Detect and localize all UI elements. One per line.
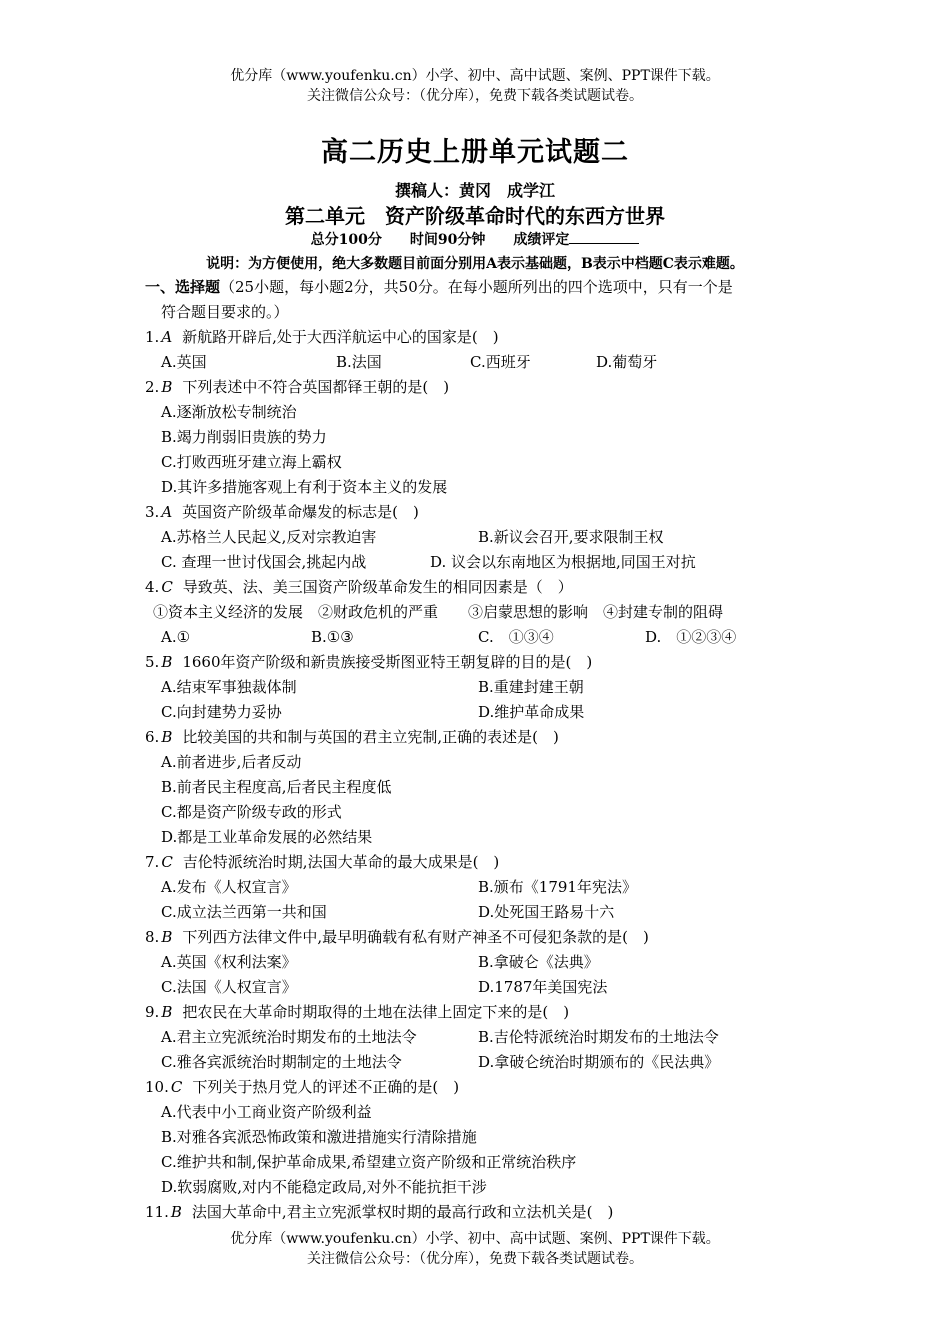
option-a: A.发布《人权宣言》 xyxy=(161,878,297,896)
options-row xyxy=(145,1025,825,1050)
option-b: B.竭力削弱旧贵族的势力 xyxy=(161,428,327,446)
question-text: 新航路开辟后,处于大西洋航运中心的国家是( ) xyxy=(182,328,499,346)
option-b: B.重建封建王朝 xyxy=(478,678,584,696)
footer-line-2: 关注微信公众号：（优分库），免费下载各类试题试卷。 xyxy=(307,1251,643,1267)
question-text: 导致英、法、美三国资产阶级革命发生的相同因素是（ ） xyxy=(182,578,573,596)
option-b: B.拿破仑《法典》 xyxy=(478,953,599,971)
question-text: 比较美国的共和制与英国的君主立宪制,正确的表述是( ) xyxy=(182,728,559,746)
options-row xyxy=(145,950,825,975)
unit-title: 第二单元 资产阶级革命时代的东西方世界 xyxy=(285,204,665,228)
question-stem xyxy=(145,650,825,675)
instructions-note: 说明：为方便使用，绝大多数题目前面分别用A表示基础题，B表示中档题C表示难题。 xyxy=(206,256,744,272)
question-stem xyxy=(145,1075,825,1100)
page-footer xyxy=(0,1229,950,1269)
difficulty-level: C xyxy=(161,578,173,596)
option-c: C.维护共和制,保护革命成果,希望建立资产阶级和正常统治秩序 xyxy=(161,1153,577,1171)
option-a: A.苏格兰人民起义,反对宗教迫害 xyxy=(161,528,377,546)
footer-line-1: 优分库（www.youfenku.cn）小学、初中、高中试题、案例、PPT课件下载。 xyxy=(230,1231,720,1247)
option-a: A.英国 xyxy=(161,353,207,371)
option-c: C. ①③④ xyxy=(478,628,554,646)
options-row xyxy=(145,550,825,575)
score-text: 总分100分 时间90分钟 成绩评定 xyxy=(310,232,570,248)
question-stem xyxy=(145,375,825,400)
question-text: 法国大革命中,君主立宪派掌权时期的最高行政和立法机关是( ) xyxy=(191,1203,614,1221)
difficulty-level: B xyxy=(161,378,173,396)
question-text: 下列西方法律文件中,最早明确载有私有财产神圣不可侵犯条款的是( ) xyxy=(182,928,649,946)
difficulty-level: A xyxy=(161,503,173,521)
page-title: 高二历史上册单元试题二 xyxy=(321,137,629,168)
question-stem xyxy=(145,500,825,525)
question-text: 把农民在大革命时期取得的土地在法律上固定下来的是( ) xyxy=(182,1003,570,1021)
question-stem xyxy=(145,1200,825,1225)
question-stem xyxy=(145,325,825,350)
option-c: C.法国《人权宣言》 xyxy=(161,978,297,996)
option-c: C.成立法兰西第一共和国 xyxy=(161,903,327,921)
author-line: 撰稿人：黄冈 成学江 xyxy=(394,181,555,200)
question-text: 英国资产阶级革命爆发的标志是( ) xyxy=(182,503,419,521)
option-c: C.向封建势力妥协 xyxy=(161,703,282,721)
difficulty-level: B xyxy=(161,653,173,671)
page-header xyxy=(0,66,950,106)
option-c: C.西班牙 xyxy=(470,353,531,371)
options-row xyxy=(145,675,825,700)
option-d: D.1787年美国宪法 xyxy=(478,978,608,996)
difficulty-level: B xyxy=(161,728,173,746)
question-number: 4. xyxy=(145,578,160,596)
option-c: C.都是资产阶级专政的形式 xyxy=(161,803,342,821)
section-desc-2: 符合题目要求的。） xyxy=(161,303,289,321)
question-stem xyxy=(145,850,825,875)
difficulty-level: C xyxy=(161,853,173,871)
option-b: B.①③ xyxy=(311,628,354,646)
option-c: C.打败西班牙建立海上霸权 xyxy=(161,453,342,471)
option-c: C.雅各宾派统治时期制定的土地法令 xyxy=(161,1053,402,1071)
question-items: ①资本主义经济的发展 ②财政危机的严重 ③启蒙思想的影响 ④封建专制的阻碍 xyxy=(153,603,724,621)
question-number: 8. xyxy=(145,928,160,946)
question-number: 7. xyxy=(145,853,160,871)
option-a: A.代表中小工商业资产阶级利益 xyxy=(161,1103,372,1121)
header-line-2: 关注微信公众号：（优分库），免费下载各类试题试卷。 xyxy=(307,88,643,104)
options-row xyxy=(145,700,825,725)
option-a: A.前者进步,后者反动 xyxy=(161,753,302,771)
difficulty-level: B xyxy=(161,1003,173,1021)
grade-blank xyxy=(569,229,639,244)
option-a: A.英国《权利法案》 xyxy=(161,953,297,971)
header-line-1: 优分库（www.youfenku.cn）小学、初中、高中试题、案例、PPT课件下载。 xyxy=(230,68,720,84)
options-row xyxy=(145,975,825,1000)
question-stem xyxy=(145,925,825,950)
option-d: D. ①②③④ xyxy=(645,628,737,646)
difficulty-level: A xyxy=(161,328,173,346)
option-a: A.逐渐放松专制统治 xyxy=(161,403,297,421)
difficulty-level: B xyxy=(161,928,173,946)
question-text: 吉伦特派统治时期,法国大革命的最大成果是( ) xyxy=(182,853,500,871)
options-row xyxy=(145,350,825,375)
option-d: D.其许多措施客观上有利于资本主义的发展 xyxy=(161,478,448,496)
option-d: D.维护革命成果 xyxy=(478,703,585,721)
question-stem xyxy=(145,575,825,600)
option-b: B.新议会召开,要求限制王权 xyxy=(478,528,664,546)
question-number: 2. xyxy=(145,378,160,396)
question-number: 3. xyxy=(145,503,160,521)
question-number: 1. xyxy=(145,328,160,346)
option-d: D.葡萄牙 xyxy=(596,353,658,371)
section-title: 一、选择题 xyxy=(145,278,221,296)
options-row xyxy=(145,900,825,925)
option-c: C. 查理一世讨伐国会,挑起内战 xyxy=(161,553,367,571)
options-row xyxy=(145,1050,825,1075)
question-number: 9. xyxy=(145,1003,160,1021)
options-row xyxy=(145,525,825,550)
section-desc-1: （25小题，每小题2分，共50分。在每小题所列出的四个选项中，只有一个是 xyxy=(220,278,733,296)
options-row xyxy=(145,625,825,650)
option-b: B.前者民主程度高,后者民主程度低 xyxy=(161,778,392,796)
question-text: 下列关于热月党人的评述不正确的是( ) xyxy=(192,1078,460,1096)
question-text: 1660年资产阶级和新贵族接受斯图亚特王朝复辟的目的是( ) xyxy=(182,653,593,671)
question-number: 5. xyxy=(145,653,160,671)
option-b: B.颁布《1791年宪法》 xyxy=(478,878,637,896)
question-stem xyxy=(145,1000,825,1025)
option-a: A.① xyxy=(161,628,191,646)
option-b: B.吉伦特派统治时期发布的土地法令 xyxy=(478,1028,719,1046)
score-line xyxy=(0,229,950,249)
exam-body xyxy=(145,275,825,1225)
question-number: 10. xyxy=(145,1078,169,1096)
difficulty-level: B xyxy=(170,1203,182,1221)
section-heading xyxy=(145,275,825,300)
option-d: D.拿破仑统治时期颁布的《民法典》 xyxy=(478,1053,720,1071)
options-row xyxy=(145,875,825,900)
option-d: D.处死国王路易十六 xyxy=(478,903,615,921)
question-number: 6. xyxy=(145,728,160,746)
option-b: B.法国 xyxy=(336,353,382,371)
difficulty-level: C xyxy=(170,1078,183,1096)
option-a: A.君主立宪派统治时期发布的土地法令 xyxy=(161,1028,417,1046)
option-b: B.对雅各宾派恐怖政策和激进措施实行清除措施 xyxy=(161,1128,477,1146)
option-d: D.都是工业革命发展的必然结果 xyxy=(161,828,373,846)
question-stem xyxy=(145,725,825,750)
question-text: 下列表述中不符合英国都铎王朝的是( ) xyxy=(182,378,450,396)
option-a: A.结束军事独裁体制 xyxy=(161,678,297,696)
option-d: D. 议会以东南地区为根据地,同国王对抗 xyxy=(430,553,696,571)
option-d: D.软弱腐败,对内不能稳定政局,对外不能抗拒干涉 xyxy=(161,1178,487,1196)
question-number: 11. xyxy=(145,1203,169,1221)
